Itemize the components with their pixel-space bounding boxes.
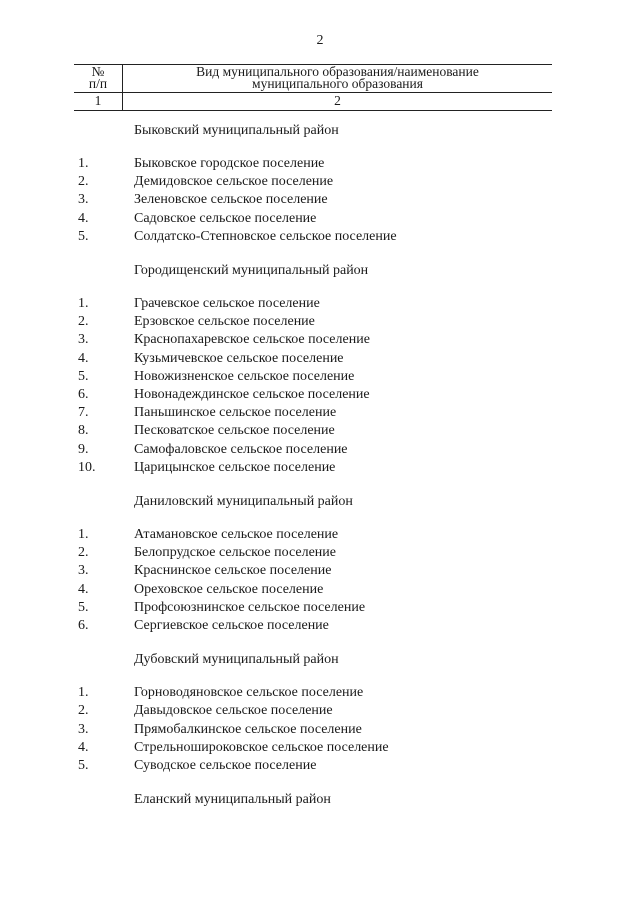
list-item	[0, 210, 640, 228]
district-section	[0, 493, 640, 635]
list-item	[0, 721, 640, 739]
list-item	[0, 173, 640, 191]
section-spacer	[0, 669, 640, 684]
list-item	[0, 739, 640, 757]
list-item	[0, 526, 640, 544]
list-item-name: Горноводяновское сельское поселение	[134, 685, 364, 701]
header-number-abbrev: п/п	[88, 76, 108, 91]
list-item-name: Суводское сельское поселение	[134, 758, 317, 774]
list-item-number: 1.	[78, 156, 89, 171]
district-title: Даниловский муниципальный район	[134, 494, 353, 510]
list-item	[0, 441, 640, 459]
list-item	[0, 404, 640, 422]
section-spacer	[0, 280, 640, 295]
district-title: Городищенский муниципальный район	[134, 263, 369, 279]
list-item-name: Новонадеждинское сельское поселение	[134, 387, 370, 403]
list-item-name: Садовское сельское поселение	[134, 210, 317, 226]
district-section	[0, 122, 640, 246]
list-item-name: Ерзовское сельское поселение	[134, 314, 315, 330]
list-item-name: Ореховское сельское поселение	[134, 581, 324, 597]
list-item	[0, 155, 640, 173]
list-item-number: 3.	[78, 332, 89, 348]
list-item-number: 4.	[78, 581, 89, 597]
section-spacer	[0, 140, 640, 155]
list-item-name: Краснинское сельское поселение	[134, 563, 332, 579]
list-item-number: 10.	[78, 459, 96, 475]
list-item-name: Новожизненское сельское поселение	[134, 368, 355, 384]
district-section	[0, 262, 640, 477]
header-table	[74, 64, 552, 111]
list-item	[0, 191, 640, 209]
list-item-number: 3.	[78, 192, 89, 208]
list-item-number: 5.	[78, 368, 89, 384]
list-item-number: 6.	[78, 387, 89, 403]
list-item	[0, 386, 640, 404]
list-item	[0, 331, 640, 349]
header-number-symbol: №	[91, 64, 105, 79]
list-item-number: 2.	[78, 703, 89, 719]
list-item	[0, 702, 640, 720]
list-item-name: Профсоюзнинское сельское поселение	[134, 599, 366, 615]
list-item-name: Прямобалкинское сельское поселение	[134, 721, 362, 737]
list-item-number: 9.	[78, 441, 89, 457]
district-title: Еланский муниципальный район	[134, 792, 331, 808]
list-item	[0, 599, 640, 617]
list-item-name: Грачевское сельское поселение	[134, 296, 320, 312]
list-item-number: 1.	[78, 296, 89, 312]
list-item-name: Паньшинское сельское поселение	[134, 405, 337, 421]
list-item-number: 4.	[78, 350, 89, 366]
list-item-number: 5.	[78, 228, 89, 244]
list-item-number: 3.	[78, 563, 89, 579]
list-item	[0, 617, 640, 635]
list-item-number: 2.	[78, 174, 89, 190]
list-item-name: Царицынское сельское поселение	[134, 459, 336, 475]
list-item-number: 1.	[78, 527, 89, 543]
header-number-column	[74, 65, 123, 92]
list-item	[0, 581, 640, 599]
list-item-name: Белопрудское сельское поселение	[134, 545, 336, 561]
list-item	[0, 350, 640, 368]
list-item	[0, 757, 640, 775]
header-name-column	[123, 65, 552, 92]
list-item-number: 6.	[78, 618, 89, 634]
list-item-name: Быковское городское поселение	[134, 156, 325, 171]
list-item	[0, 544, 640, 562]
list-item-name: Кузьмичевское сельское поселение	[134, 350, 344, 366]
header-name-line2: муниципального образования	[252, 76, 423, 91]
section-spacer	[0, 511, 640, 526]
list-item-name: Зеленовское сельское поселение	[134, 192, 328, 208]
header-name-line1: Вид муниципального образования/наименование	[196, 64, 479, 79]
list-item-name: Демидовское сельское поселение	[134, 174, 334, 190]
list-item-number: 3.	[78, 721, 89, 737]
district-title: Быковский муниципальный район	[134, 123, 339, 138]
list-item-number: 1.	[78, 685, 89, 701]
list-item-number: 5.	[78, 758, 89, 774]
list-item-name: Песковатское сельское поселение	[134, 423, 335, 439]
header-index-2: 2	[334, 93, 341, 108]
list-item	[0, 228, 640, 246]
district-section	[0, 791, 640, 809]
list-item-name: Самофаловское сельское поселение	[134, 441, 348, 457]
list-item-name: Стрельноширoковское сельское поселение	[134, 739, 389, 755]
header-index-row	[74, 92, 552, 111]
list-item-name: Краснопахаревское сельское поселение	[134, 332, 370, 348]
list-item	[0, 422, 640, 440]
page-number: 2	[316, 33, 324, 48]
list-item-number: 7.	[78, 405, 89, 421]
list-item	[0, 459, 640, 477]
list-item	[0, 562, 640, 580]
list-item	[0, 368, 640, 386]
list-item	[0, 684, 640, 702]
list-item	[0, 313, 640, 331]
district-section	[0, 651, 640, 775]
list-item-number: 5.	[78, 599, 89, 615]
header-index-1: 1	[74, 93, 123, 110]
list-item-number: 4.	[78, 739, 89, 755]
list-item-name: Сергиевское сельское поселение	[134, 618, 329, 634]
list-item-number: 4.	[78, 210, 89, 226]
list-item-number: 8.	[78, 423, 89, 439]
list-item	[0, 295, 640, 313]
list-item-number: 2.	[78, 545, 89, 561]
list-item-number: 2.	[78, 314, 89, 330]
list-item-name: Давыдовское сельское поселение	[134, 703, 333, 719]
district-title: Дубовский муниципальный район	[134, 652, 339, 668]
document-content	[0, 122, 640, 825]
header-row	[74, 65, 552, 92]
list-item-name: Атамановское сельское поселение	[134, 527, 339, 543]
list-item-name: Солдатско-Степновское сельское поселение	[134, 228, 397, 244]
